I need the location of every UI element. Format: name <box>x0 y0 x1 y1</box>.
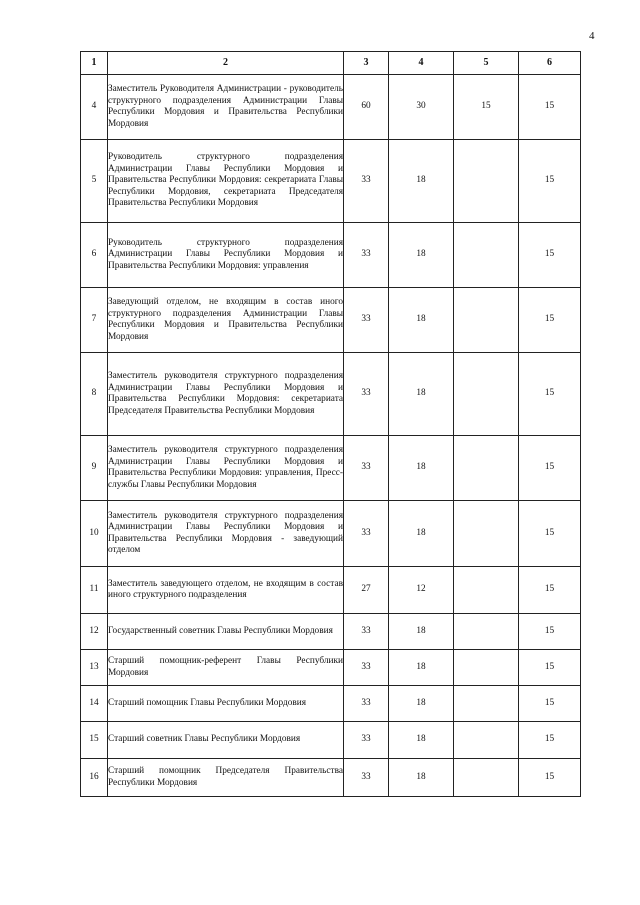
value-col-3: 33 <box>344 614 389 650</box>
value-col-4: 18 <box>389 650 454 686</box>
header-row <box>81 52 581 75</box>
position-title: Заместитель руководителя структурного подразделения Администрации Главы Республики Мордовия и Правительства Республики Мордовия: управления, Пресс-службы Главы Республики Мордовия <box>108 436 344 501</box>
row-number: 12 <box>81 614 108 650</box>
value-col-4: 18 <box>389 140 454 223</box>
position-title: Государственный советник Главы Республики Мордовия <box>108 614 344 650</box>
value-col-5 <box>454 288 519 353</box>
value-col-6: 15 <box>519 140 581 223</box>
position-title: Заместитель Руководителя Администрации - руководитель структурного подразделения Администрации Главы Республики Мордовия и Правительства Республики Мордовия <box>108 75 344 140</box>
row-number: 13 <box>81 650 108 686</box>
table-row <box>81 436 581 501</box>
row-number: 10 <box>81 501 108 567</box>
value-col-6: 15 <box>519 650 581 686</box>
value-col-4: 30 <box>389 75 454 140</box>
position-title: Старший помощник-референт Главы Республики Мордовия <box>108 650 344 686</box>
header-cell: 3 <box>344 52 389 75</box>
table-row <box>81 686 581 722</box>
value-col-5: 15 <box>454 75 519 140</box>
value-col-4: 18 <box>389 436 454 501</box>
value-col-6: 15 <box>519 436 581 501</box>
value-col-3: 33 <box>344 722 389 759</box>
table-row <box>81 75 581 140</box>
row-number: 6 <box>81 223 108 288</box>
position-title: Руководитель структурного подразделения Администрации Главы Республики Мордовия и Правительства Республики Мордовия: управления <box>108 223 344 288</box>
position-title: Старший помощник Главы Республики Мордовия <box>108 686 344 722</box>
position-title: Заместитель руководителя структурного подразделения Администрации Главы Республики Мордовия и Правительства Республики Мордовия: секретариата Председателя Правительства Республики Мордовия <box>108 353 344 436</box>
table-row <box>81 353 581 436</box>
value-col-6: 15 <box>519 75 581 140</box>
position-title: Руководитель структурного подразделения Администрации Главы Республики Мордовия и Правительства Республики Мордовия: секретариата Главы Республики Мордовия, секретариата Председателя Правительства Республики Мордовия <box>108 140 344 223</box>
value-col-3: 33 <box>344 223 389 288</box>
row-number: 7 <box>81 288 108 353</box>
value-col-6: 15 <box>519 686 581 722</box>
value-col-4: 18 <box>389 614 454 650</box>
value-col-6: 15 <box>519 223 581 288</box>
value-col-5 <box>454 614 519 650</box>
position-title: Старший советник Главы Республики Мордовия <box>108 722 344 759</box>
header-cell: 5 <box>454 52 519 75</box>
table-row <box>81 759 581 797</box>
value-col-4: 18 <box>389 722 454 759</box>
table-row <box>81 614 581 650</box>
value-col-3: 33 <box>344 353 389 436</box>
value-col-5 <box>454 501 519 567</box>
header-cell: 6 <box>519 52 581 75</box>
table-row <box>81 140 581 223</box>
value-col-6: 15 <box>519 353 581 436</box>
row-number: 16 <box>81 759 108 797</box>
value-col-4: 18 <box>389 759 454 797</box>
row-number: 5 <box>81 140 108 223</box>
table-row <box>81 501 581 567</box>
table-row <box>81 567 581 614</box>
row-number: 11 <box>81 567 108 614</box>
value-col-4: 12 <box>389 567 454 614</box>
positions-table <box>80 51 581 797</box>
value-col-4: 18 <box>389 686 454 722</box>
row-number: 9 <box>81 436 108 501</box>
value-col-6: 15 <box>519 722 581 759</box>
table-row <box>81 650 581 686</box>
value-col-3: 33 <box>344 288 389 353</box>
position-title: Заведующий отделом, не входящим в состав иного структурного подразделения Администрации Главы Республики Мордовия и Правительства Республики Мордовия <box>108 288 344 353</box>
value-col-5 <box>454 650 519 686</box>
value-col-3: 33 <box>344 759 389 797</box>
value-col-5 <box>454 759 519 797</box>
value-col-4: 18 <box>389 353 454 436</box>
row-number: 8 <box>81 353 108 436</box>
value-col-5 <box>454 686 519 722</box>
row-number: 4 <box>81 75 108 140</box>
value-col-3: 33 <box>344 501 389 567</box>
value-col-3: 33 <box>344 140 389 223</box>
position-title: Заместитель руководителя структурного подразделения Администрации Главы Республики Мордовия и Правительства Республики Мордовия - заведующий отделом <box>108 501 344 567</box>
position-title: Старший помощник Председателя Правительства Республики Мордовия <box>108 759 344 797</box>
value-col-5 <box>454 722 519 759</box>
value-col-3: 60 <box>344 75 389 140</box>
value-col-4: 18 <box>389 288 454 353</box>
table-row <box>81 288 581 353</box>
value-col-4: 18 <box>389 223 454 288</box>
table-row <box>81 223 581 288</box>
value-col-3: 27 <box>344 567 389 614</box>
row-number: 14 <box>81 686 108 722</box>
value-col-5 <box>454 436 519 501</box>
value-col-5 <box>454 140 519 223</box>
header-cell: 1 <box>81 52 108 75</box>
page-number: 4 <box>589 30 595 42</box>
value-col-3: 33 <box>344 686 389 722</box>
row-number: 15 <box>81 722 108 759</box>
value-col-6: 15 <box>519 501 581 567</box>
value-col-6: 15 <box>519 614 581 650</box>
value-col-4: 18 <box>389 501 454 567</box>
header-cell: 2 <box>108 52 344 75</box>
position-title: Заместитель заведующего отделом, не входящим в состав иного структурного подразделения <box>108 567 344 614</box>
value-col-5 <box>454 353 519 436</box>
table-row <box>81 722 581 759</box>
value-col-3: 33 <box>344 436 389 501</box>
value-col-5 <box>454 567 519 614</box>
value-col-5 <box>454 223 519 288</box>
header-cell: 4 <box>389 52 454 75</box>
value-col-6: 15 <box>519 759 581 797</box>
value-col-3: 33 <box>344 650 389 686</box>
value-col-6: 15 <box>519 567 581 614</box>
value-col-6: 15 <box>519 288 581 353</box>
